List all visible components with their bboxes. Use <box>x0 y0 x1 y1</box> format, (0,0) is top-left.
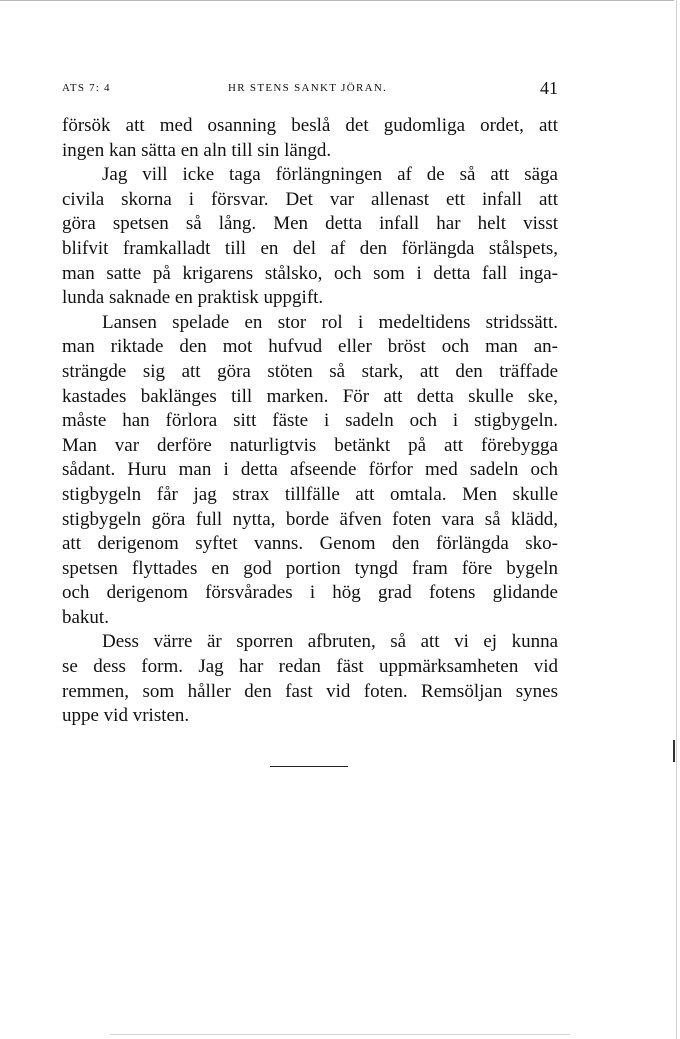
text-line: civila skorna i försvar. Det var allenast ett infall att <box>62 188 558 210</box>
text-line: och derigenom försvårades i hög grad fotens glidande <box>62 582 558 604</box>
text-line: spetsen flyttades en god portion tyngd fram före bygeln <box>62 557 558 579</box>
text-line: stigbygeln göra full nytta, borde äfven foten vara så klädd, <box>62 508 558 530</box>
text-line: remmen, som håller den fast vid foten. Remsöljan synes <box>62 680 558 702</box>
text-line: Lansen spelade en stor rol i medeltidens stridssätt. <box>102 311 558 333</box>
page-right-margin <box>674 0 680 1039</box>
body-text <box>62 114 558 729</box>
text-line: bakut. <box>62 606 109 628</box>
page-right-edge-line <box>676 0 677 1039</box>
text-line: uppe vid vristen. <box>62 705 190 727</box>
text-line: kastades baklänges till marken. För att detta skulle ske, <box>62 385 558 407</box>
text-line: man satte på krigarens stålsko, och som i detta fall inga- <box>62 262 558 284</box>
text-line: sådant. Huru man i detta afseende förfor med sadeln och <box>62 459 558 481</box>
header-signature: ATS 7: 4 <box>62 82 111 94</box>
text-line: försök att med osanning beslå det gudomliga ordet, att <box>62 115 558 136</box>
text-line: göra spetsen så lång. Men detta infall har helt visst <box>62 213 558 235</box>
text-line: Dess värre är sporren afbruten, så att vi ej kunna <box>102 631 558 653</box>
page-bottom-edge <box>110 1034 570 1035</box>
running-header <box>62 78 558 98</box>
header-running-title: HR STENS SANKT JÖRAN. <box>228 82 388 94</box>
text-line: blifvit framkalladt till en del af den förlängda stålspets, <box>62 237 558 259</box>
text-line: lunda saknade en praktisk uppgift. <box>62 287 324 309</box>
text-line: Man var derföre naturligtvis betänkt på att förebygga <box>62 434 558 456</box>
text-line: måste han förlora sitt fäste i sadeln och i stigbygeln. <box>62 410 558 432</box>
text-line: se dess form. Jag har redan fäst uppmärksamheten vid <box>62 656 558 678</box>
text-line: man riktade den mot hufvud eller bröst och man an- <box>62 336 558 358</box>
section-end-rule <box>270 766 348 767</box>
scan-edge-mark <box>673 740 675 762</box>
text-line: Jag vill icke taga förlängningen af de så att säga <box>102 164 558 186</box>
text-line: strängde sig att göra stöten så stark, att den träffade <box>62 360 558 382</box>
page-top-edge <box>0 0 680 1</box>
text-line: att derigenom syftet vanns. Genom den förlängda sko- <box>62 533 558 555</box>
page-number: 41 <box>540 78 558 98</box>
text-line: stigbygeln får jag strax tillfälle att omtala. Men skulle <box>62 483 558 505</box>
text-line: ingen kan sätta en aln till sin längd. <box>62 139 332 161</box>
